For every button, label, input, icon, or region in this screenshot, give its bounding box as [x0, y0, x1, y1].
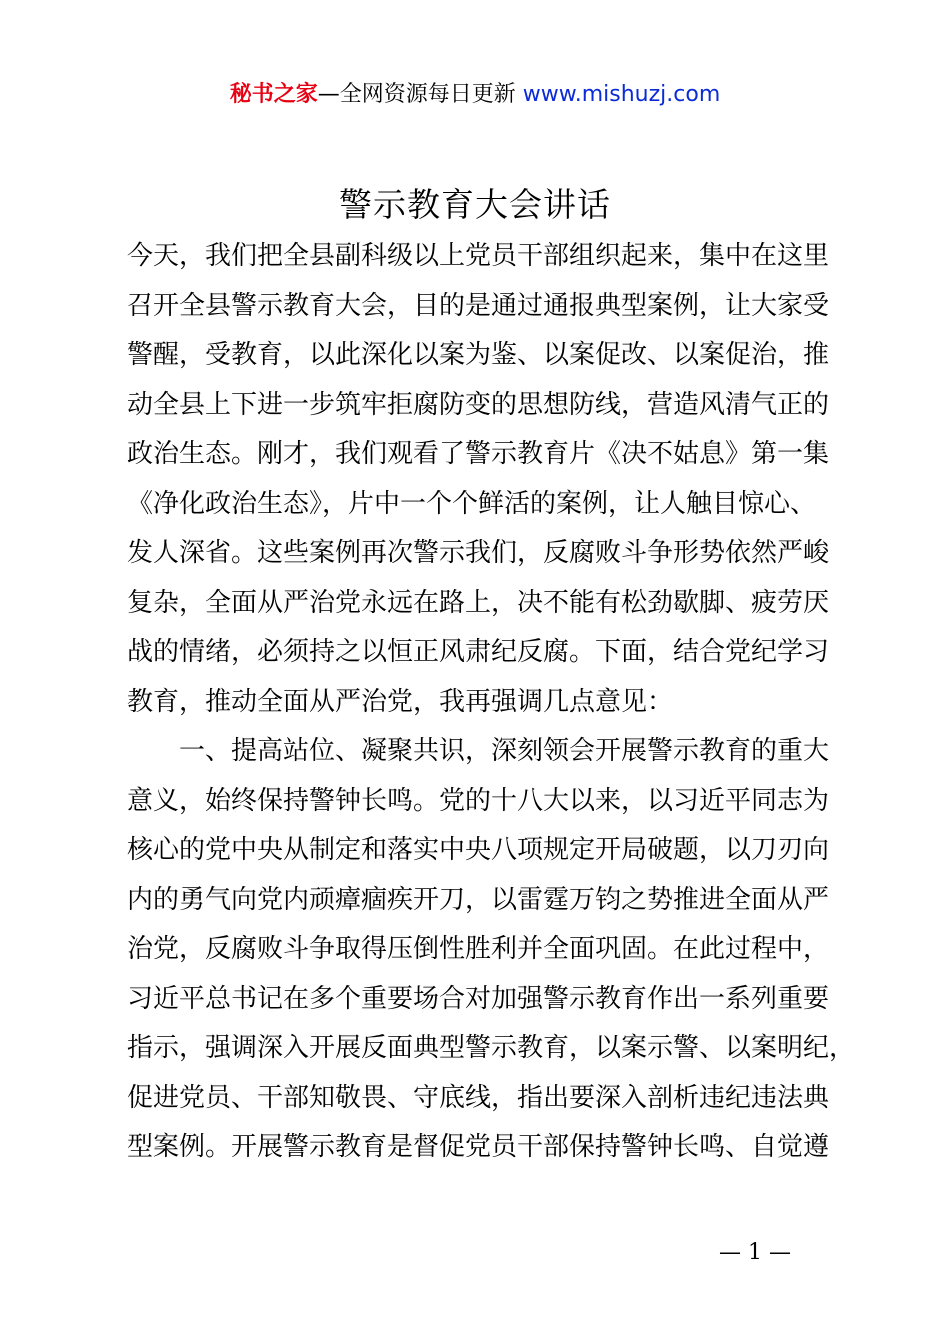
text-line: 《净化政治生态》，片中一个个鲜活的案例，让人触目惊心、 — [127, 488, 817, 519]
text-line: 核心的党中央从制定和落实中央八项规定开局破题，以刀刃向 — [127, 835, 830, 865]
text-line: 战的情绪，必须持之以恒正风肃纪反腐。下面，结合党纪学习 — [127, 637, 830, 667]
text-line: 一、提高站位、凝聚共识，深刻领会开展警示教育的重大 — [179, 736, 830, 766]
paragraph-1 — [127, 232, 847, 727]
text-line: 习近平总书记在多个重要场合对加强警示教育作出一系列重要 — [127, 983, 830, 1014]
text-line: 指示，强调深入开展反面典型警示教育，以案示警、以案明纪， — [127, 1033, 856, 1063]
document-body — [127, 232, 856, 1173]
text-line: 内的勇气向党内顽瘴痼疾开刀，以雷霆万钧之势推进全面从严 — [127, 884, 830, 915]
text-line: 意义，始终保持警钟长鸣。党的十八大以来，以习近平同志为 — [127, 785, 830, 816]
text-line: 政治生态。刚才，我们观看了警示教育片《决不姑息》第一集 — [127, 439, 830, 469]
text-line: 警醒，受教育，以此深化以案为鉴、以案促改、以案促治，推 — [127, 340, 830, 370]
text-line: 发人深省。这些案例再次警示我们，反腐败斗争形势依然严峻 — [127, 538, 830, 568]
document-title: 警示教育大会讲话 — [339, 185, 611, 224]
paragraph-2 — [127, 727, 856, 1173]
text-line: 动全县上下进一步筑牢拒腐防变的思想防线，营造风清气正的 — [127, 389, 830, 420]
text-line: 今天，我们把全县副科级以上党员干部组织起来，集中在这里 — [127, 241, 830, 271]
text-line: 教育，推动全面从严治党，我再强调几点意见： — [127, 686, 674, 717]
text-line: 促进党员、干部知敬畏、守底线，指出要深入剖析违纪违法典 — [127, 1082, 830, 1113]
site-banner — [0, 78, 950, 112]
text-line: 治党，反腐败斗争取得压倒性胜利并全面巩固。在此过程中， — [127, 934, 830, 964]
site-url-link[interactable]: www.mishuzj.com — [522, 82, 721, 107]
site-slogan: —全网资源每日更新 — [317, 82, 523, 107]
page-number: — 1 — — [719, 1240, 791, 1265]
site-brand: 秘书之家 — [229, 82, 318, 107]
text-line: 召开全县警示教育大会，目的是通过通报典型案例，让大家受 — [127, 290, 830, 321]
text-line: 复杂，全面从严治党永远在路上，决不能有松劲歇脚、疲劳厌 — [127, 587, 830, 618]
text-line: 型案例。开展警示教育是督促党员干部保持警钟长鸣、自觉遵 — [127, 1132, 830, 1162]
